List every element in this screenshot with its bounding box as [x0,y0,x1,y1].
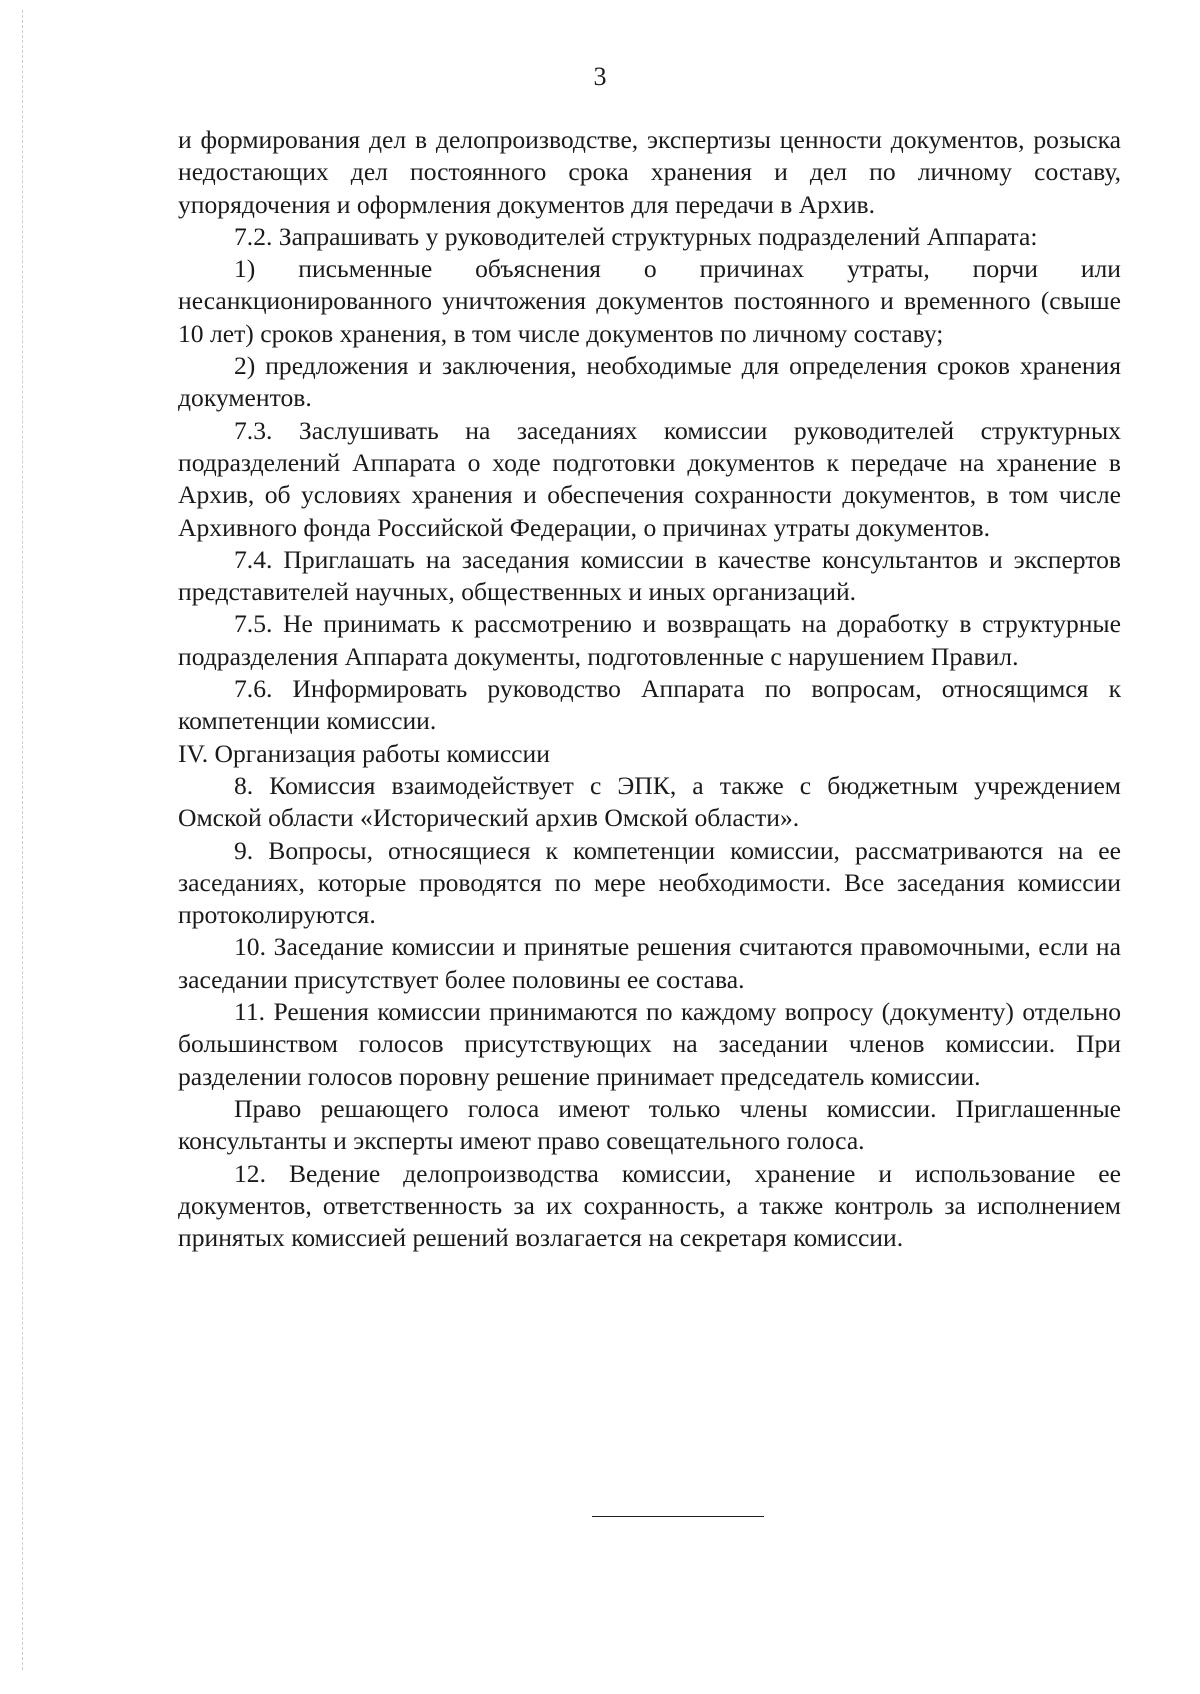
paragraph-7-4: 7.4. Приглашать на заседания комиссии в качестве консультантов и экспертов представителей научных, общественных и иных организаций. [178,544,1121,607]
paragraph-7-2-item-2: 2) предложения и заключения, необходимые для определения сроков хранения документов. [178,351,1121,413]
section-title: IV. Организация работы комиссии [178,738,550,768]
paragraph-7-3: 7.3. Заслушивать на заседаниях комиссии руководителей структурных подразделений Аппарата о ходе подготовки документов к передаче на хранение в Архив, об условиях хранения и обеспечения сохранности документов, в том числе Архивного фонда Российской Федерации, о причинах утраты документов. [178,415,1121,542]
paragraph-7-2: 7.2. Запрашивать у руководителей структурных подразделений Аппарата: [234,221,1038,251]
paragraph-8: 8. Комиссия взаимодействует с ЭПК, а также с бюджетным учреждением Омской области «Исторический архив Омской области». [178,770,1121,833]
document-body [178,124,1121,1254]
paragraph-10: 10. Заседание комиссии и принятые решения считаются правомочными, если на заседании присутствует более половины ее состава. [178,932,1121,994]
page-number: 3 [593,62,607,91]
paragraph-12: 12. Ведение делопроизводства комиссии, хранение и использование ее документов, ответственность за их сохранность, а также контроль за исполнением принятых комиссией решений возлагается на секретаря комиссии. [178,1158,1121,1253]
paragraph-7-2-item-1: 1) письменные объяснения о причинах утраты, порчи или несанкционированного уничтожения документов постоянного и временного (свыше 10 лет) сроков хранения, в том числе документов по личному составу; [178,254,1121,348]
paragraph-7-5: 7.5. Не принимать к рассмотрению и возвращать на доработку в структурные подразделения Аппарата документы, подготовленные с нарушением Правил. [178,609,1121,671]
paragraph-continuation: и формирования дел в делопроизводстве, экспертизы ценности документов, розыска недостающих дел постоянного срока хранения и дел по личному составу, упорядочения и оформления документов для передачи в Архив. [178,125,1121,219]
paragraph-7-6: 7.6. Информировать руководство Аппарата по вопросам, относящимся к компетенции комиссии. [178,674,1121,736]
paragraph-9: 9. Вопросы, относящиеся к компетенции комиссии, рассматриваются на ее заседаниях, которые проводятся по мере необходимости. Все заседания комиссии протоколируются. [178,835,1121,930]
end-of-document-rule [592,1516,764,1517]
paragraph-11: 11. Решения комиссии принимаются по каждому вопросу (документу) отдельно большинством голосов присутствующих на заседании членов комиссии. При разделении голосов поровну решение принимает председатель комиссии. [178,997,1121,1091]
paragraph-11-voting-rights: Право решающего голоса имеют только члены комиссии. Приглашенные консультанты и эксперты имеют право совещательного голоса. [178,1093,1121,1156]
scan-edge-mark [22,10,23,1670]
